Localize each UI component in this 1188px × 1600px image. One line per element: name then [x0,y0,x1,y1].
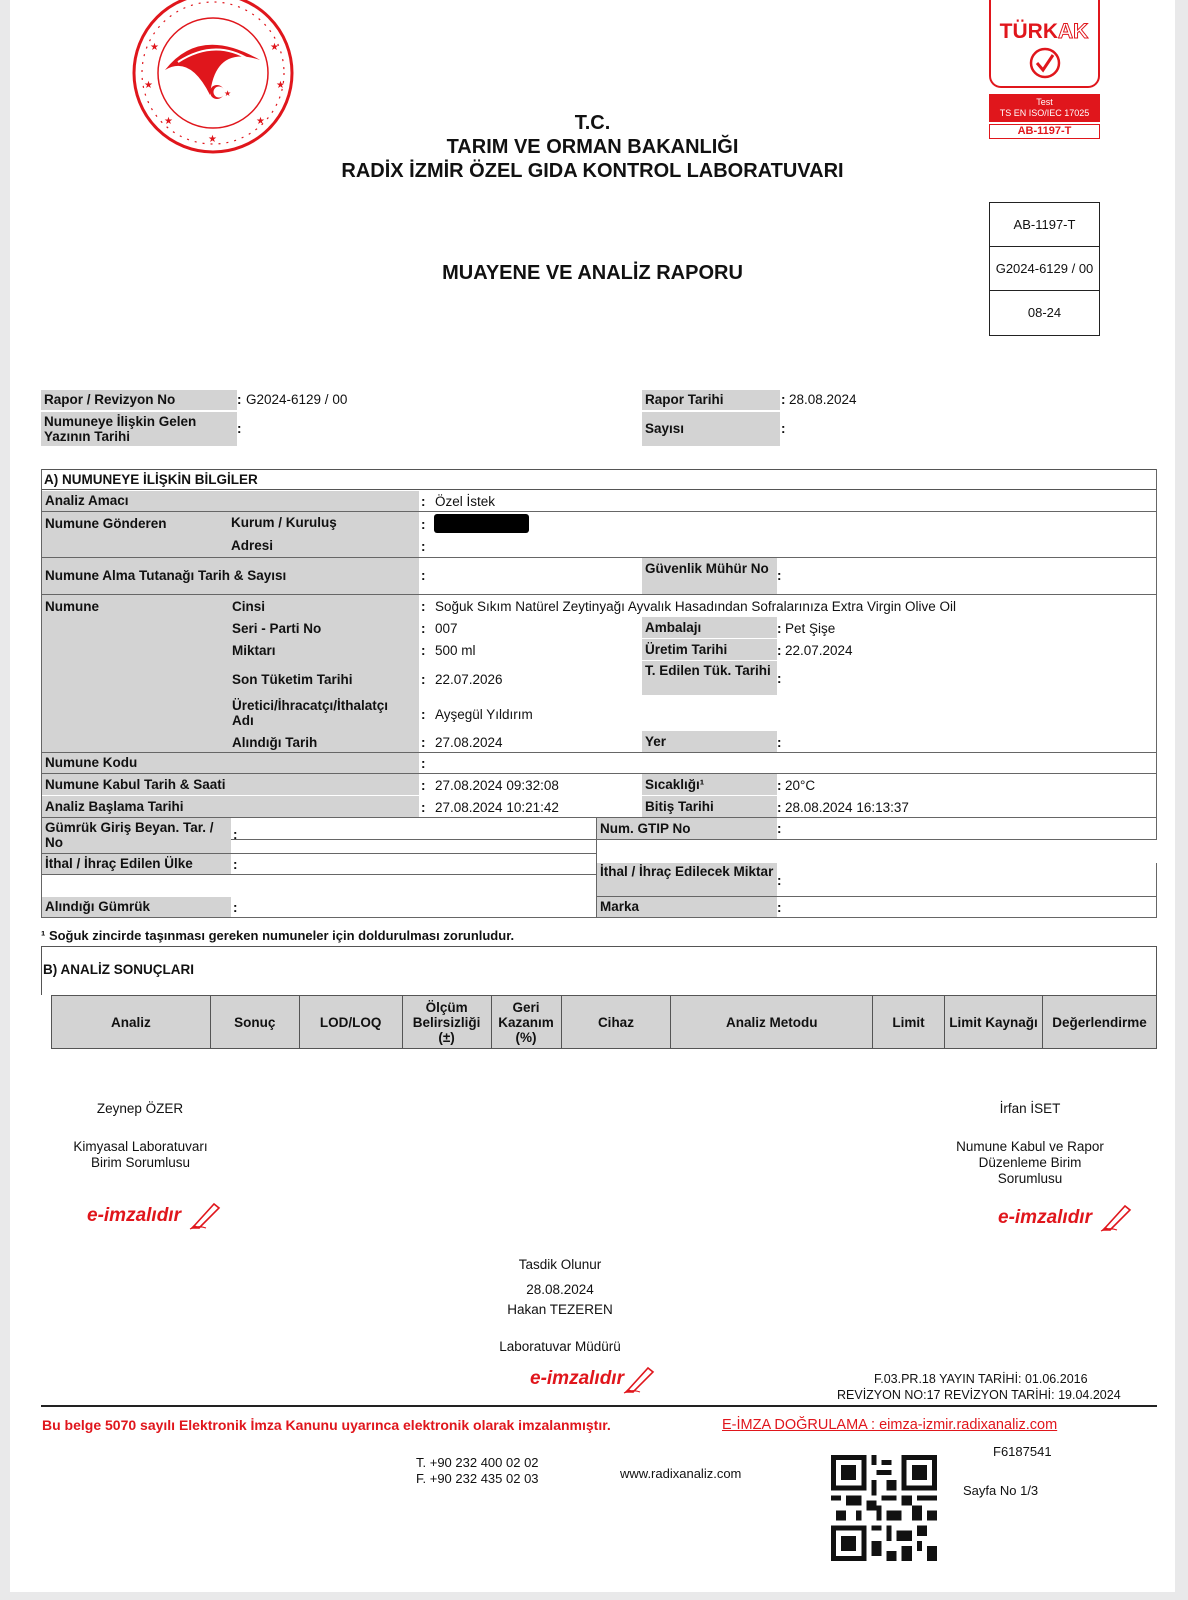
header-ministry: TARIM VE ORMAN BAKANLIĞI [446,136,739,158]
col-analiz-metodu: Analiz Metodu [671,996,873,1049]
analiz-amaci-label: Analiz Amacı [42,491,419,511]
phone: T. +90 232 400 02 02 [416,1455,539,1470]
director-eimza: e-imzalıdır [530,1368,624,1389]
sicaklik-value: 20°C [785,778,816,793]
colon: : [421,517,426,532]
pen-icon [1099,1200,1133,1232]
section-a-title: A) NUMUNEYE İLİŞKİN BİLGİLER [44,472,258,487]
code-date: 08-24 [1027,305,1062,320]
yazi-tarihi-label: Numuneye İlişkin Gelen Yazının Tarihi [41,412,237,446]
col-sonuc: Sonuç [210,996,299,1049]
right-signer-title: Numune Kabul ve Rapor Düzenleme Birim Sorumlusu [956,1139,1104,1186]
colon: : [421,568,426,583]
director-title: Laboratuvar Müdürü [499,1339,621,1354]
colon: : [781,392,786,407]
code-report: G2024-6129 / 00 [990,247,1099,291]
doc-code: F6187541 [993,1444,1052,1459]
header-lab: RADİX İZMİR ÖZEL GIDA KONTROL LABORATUVARI [341,160,844,182]
right-signer-name: İrfan İSET [999,1101,1061,1116]
colon: : [421,599,426,614]
guvenlik-muhur-label: Güvenlik Mühür No [642,558,777,594]
col-degerlendirme: Değerlendirme [1042,996,1156,1049]
svg-text:★: ★ [276,80,285,91]
baslama-label: Analiz Başlama Tarihi [42,796,419,817]
check-icon [1027,46,1063,80]
colon: : [781,421,786,436]
analiz-amaci-value: Özel İstek [435,494,496,509]
kurum-label: Kurum / Kuruluş [231,512,419,534]
revision-info: REVİZYON NO:17 REVİZYON TARİHİ: 19.04.2024 [837,1388,1121,1402]
colon: : [421,778,426,793]
colon: : [777,873,782,888]
cinsi-label: Cinsi [232,599,266,614]
fax: F. +90 232 435 02 03 [416,1471,539,1486]
tutanak-label: Numune Alma Tutanağı Tarih & Sayısı [42,558,419,594]
document-title: MUAYENE VE ANALİZ RAPORU [442,262,743,284]
col-limit-kaynagi: Limit Kaynağı [944,996,1042,1049]
colon: : [777,778,782,793]
colon: : [237,392,242,407]
col-geri-kazanim: Geri Kazanım (%) [491,996,561,1049]
colon: : [421,672,426,687]
rapor-no-label: Rapor / Revizyon No [41,390,237,410]
rapor-tarihi-label: Rapor Tarihi [642,390,780,410]
turkak-brand-left: TÜRK [999,20,1058,43]
footer-divider [41,1405,1157,1407]
colon: : [421,539,426,554]
left-signer-name: Zeynep ÖZER [96,1101,184,1116]
alindigi-tarih-label: Alındığı Tarih [232,735,318,750]
page-number: Sayfa No 1/3 [963,1483,1039,1498]
footnote: ¹ Soğuk zincirde taşınması gereken numuneler için doldurulması zorunludur. [41,928,515,943]
form-code: F.03.PR.18 YAYIN TARİHİ: 01.06.2016 [874,1372,1088,1386]
seri-value: 007 [435,621,458,636]
turkak-logo [989,0,1100,88]
colon: : [233,857,238,872]
colon: : [777,568,782,583]
miktari-value: 500 ml [435,643,476,658]
son-tuketim-label: Son Tüketim Tarihi [232,672,353,687]
sicaklik-label: Sıcaklığı¹ [642,774,777,795]
baslama-value: 27.08.2024 10:21:42 [435,800,559,815]
col-lod-loq: LOD/LOQ [299,996,402,1049]
colon: : [421,735,426,750]
cinsi-value: Soğuk Sıkım Natürel Zeytinyağı Ayvalık Hasadından Sofralarınıza Extra Virgin Olive Oil [435,599,956,614]
director-name: Hakan TEZEREN [507,1302,613,1317]
numune-block [42,595,419,752]
tasdik-label: Tasdik Olunur [518,1257,602,1272]
colon: : [777,800,782,815]
bitis-value: 28.08.2024 16:13:37 [785,800,909,815]
pen-icon [622,1362,656,1394]
col-limit: Limit [873,996,945,1049]
rapor-tarihi-value: 28.08.2024 [789,392,857,407]
svg-text:★: ★ [150,42,159,53]
section-a [41,469,1157,924]
numune-gonderen-label: Numune Gönderen [42,512,231,557]
redacted-block [434,514,529,533]
left-signer-title: Kimyasal Laboratuvarı Birim Sorumlusu [73,1139,208,1170]
tasdik-date: 28.08.2024 [526,1282,594,1297]
turkak-code: AB-1197-T [989,124,1100,139]
uretim-value: 22.07.2024 [785,643,853,658]
colon: : [421,494,426,509]
seri-label: Seri - Parti No [232,621,322,636]
kabul-label: Numune Kabul Tarih & Saati [42,774,419,795]
gumruk-beyan-label: Gümrük Giriş Beyan. Tar. / No [42,818,231,853]
colon: : [421,643,426,658]
col-cihaz: Cihaz [561,996,671,1049]
uretim-label: Üretim Tarihi [642,639,777,660]
turkak-brand-right: AK [1057,20,1089,43]
colon: : [777,900,782,915]
gtip-label: Num. GTIP No [597,818,777,839]
right-eimza: e-imzalıdır [998,1207,1092,1228]
website[interactable]: www.radixanaliz.com [620,1466,742,1481]
colon: : [233,827,238,842]
verify-link[interactable]: E-İMZA DOĞRULAMA : eimza-izmir.radixanaliz.com [722,1417,1058,1433]
uretici-value: Ayşegül Yıldırım [435,707,533,722]
results-table [51,995,1157,1049]
colon: : [233,900,238,915]
alindigi-tarih-value: 27.08.2024 [435,735,503,750]
turkak-standard: TS EN ISO/IEC 17025 [999,108,1090,118]
colon: : [421,621,426,636]
adresi-label: Adresi [231,534,419,557]
col-olcum-belirsizligi: Ölçüm Belirsizliği (±) [402,996,491,1049]
svg-text:★: ★ [256,116,265,127]
report-page [10,0,1175,1592]
header-tc: T.C. [574,112,611,134]
qr-code-icon [831,1455,937,1561]
colon: : [777,621,782,636]
svg-text:★: ★ [164,116,173,127]
uretici-label: Üretici/İhracatçı/İthalatçı Adı [232,698,389,728]
left-eimza: e-imzalıdır [87,1205,181,1226]
svg-text:★: ★ [208,134,217,145]
ambalaj-value: Pet Şişe [785,621,836,636]
colon: : [777,735,782,750]
section-b-header [41,946,1157,995]
svg-text:★: ★ [144,80,153,91]
bitis-label: Bitiş Tarihi [642,796,777,817]
ithal-miktar-label: İthal / İhraç Edilecek Miktar [597,863,777,896]
rapor-no-value: G2024-6129 / 00 [246,392,348,407]
ambalaj-label: Ambalajı [642,617,777,638]
colon: : [421,707,426,722]
colon: : [237,421,242,436]
sayisi-label: Sayısı [642,412,780,446]
t-edilen-label: T. Edilen Tük. Tarihi [642,661,777,695]
section-b-title: B) ANALİZ SONUÇLARI [43,962,194,977]
col-analiz: Analiz [52,996,211,1049]
alindigi-gumruk-label: Alındığı Gümrük [42,897,231,917]
svg-text:★: ★ [270,42,279,53]
son-tuketim-value: 22.07.2026 [435,672,503,687]
ithal-ulke-label: İthal / İhraç Edilen Ülke [42,854,231,874]
kabul-value: 27.08.2024 09:32:08 [435,778,559,793]
numune-kodu-label: Numune Kodu [42,753,419,773]
yer-label: Yer [642,731,777,752]
colon: : [421,756,426,771]
numune-label: Numune [45,599,99,614]
colon: : [421,800,426,815]
colon: : [777,643,782,658]
legal-notice: Bu belge 5070 sayılı Elektronik İmza Kanunu uyarınca elektronik olarak imzalanmıştır. [42,1417,611,1433]
code-accreditation: AB-1197-T [990,203,1099,247]
marka-label: Marka [597,897,777,917]
miktari-label: Miktarı [232,643,276,658]
svg-text:★: ★ [224,89,232,98]
colon: : [777,821,782,836]
colon: : [777,671,782,686]
pen-icon [188,1198,222,1230]
turkak-test: Test [1036,97,1053,107]
